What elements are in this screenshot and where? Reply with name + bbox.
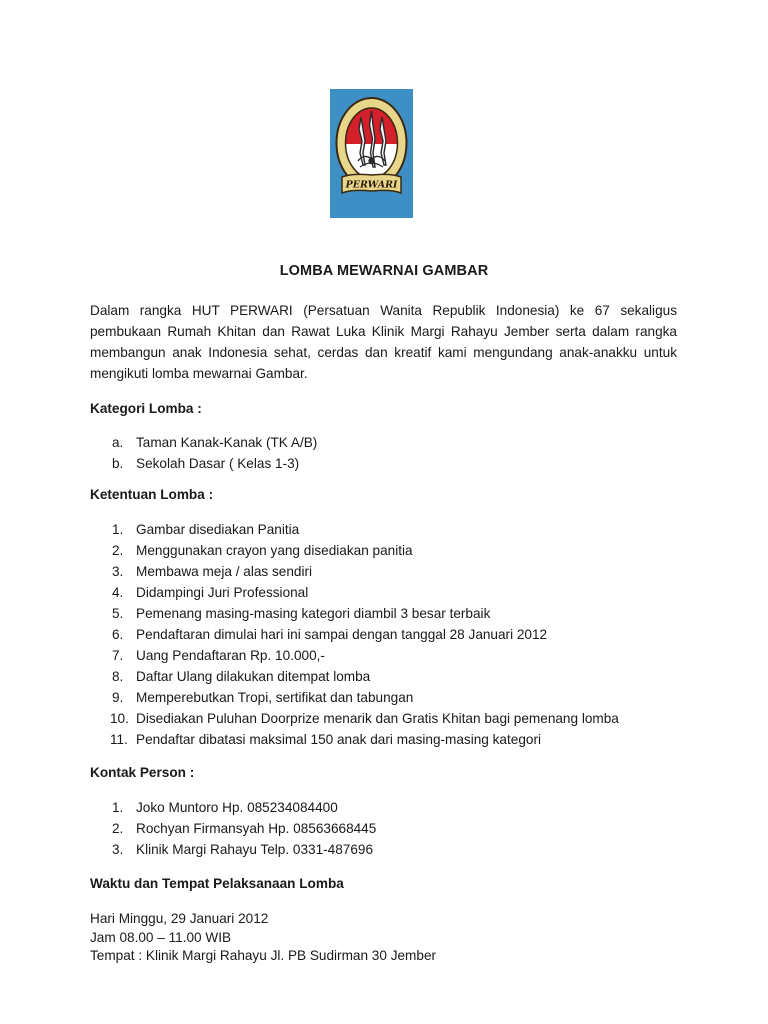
list-item — [90, 797, 690, 818]
page-title: LOMBA MEWARNAI GAMBAR — [279, 263, 489, 279]
list-item — [90, 818, 690, 839]
list-item-text: Taman Kanak-Kanak (TK A/B) — [136, 435, 318, 450]
perwari-emblem — [330, 89, 413, 218]
list-item — [90, 540, 690, 561]
list-item — [90, 645, 690, 666]
list-item-text: Sekolah Dasar ( Kelas 1-3) — [136, 456, 300, 471]
perwari-logo — [330, 89, 413, 218]
list-marker: 6. — [112, 627, 124, 642]
kategori-list — [90, 432, 690, 474]
list-item — [90, 729, 690, 750]
list-item — [90, 453, 690, 474]
list-marker: a. — [112, 435, 124, 450]
list-item-text: Pendaftar dibatasi maksimal 150 anak dari masing-masing kategori — [136, 732, 541, 747]
ketentuan-heading: Ketentuan Lomba : — [90, 487, 214, 502]
waktu-heading: Waktu dan Tempat Pelaksanaan Lomba — [90, 876, 344, 891]
list-item — [90, 603, 690, 624]
list-marker: 3. — [112, 842, 124, 857]
list-marker: 5. — [112, 606, 124, 621]
list-item-text: Daftar Ulang dilakukan ditempat lomba — [136, 669, 371, 684]
list-item — [90, 708, 690, 729]
list-marker: 4. — [112, 585, 124, 600]
list-marker: 1. — [112, 522, 124, 537]
list-item — [90, 582, 690, 603]
list-marker: 9. — [112, 690, 124, 705]
list-item-text: Rochyan Firmansyah Hp. 08563668445 — [136, 821, 377, 836]
list-marker: 2. — [112, 543, 124, 558]
list-marker: 8. — [112, 669, 124, 684]
list-item-text: Pemenang masing-masing kategori diambil 3 besar terbaik — [136, 606, 491, 621]
kontak-heading: Kontak Person : — [90, 765, 195, 780]
list-item-text: Menggunakan crayon yang disediakan panitia — [136, 543, 413, 558]
list-item-text: Memperebutkan Tropi, sertifikat dan tabungan — [136, 690, 414, 705]
list-item-text: Membawa meja / alas sendiri — [136, 564, 313, 579]
list-item — [90, 624, 690, 645]
list-marker: 10. — [110, 711, 129, 726]
list-item-text: Gambar disediakan Panitia — [136, 522, 300, 537]
list-marker: 7. — [112, 648, 124, 663]
kontak-list — [90, 797, 690, 860]
list-item-text: Uang Pendaftaran Rp. 10.000,- — [136, 648, 325, 663]
list-marker: 11. — [110, 732, 128, 747]
list-marker: b. — [112, 456, 124, 471]
list-item — [90, 432, 690, 453]
event-time: Jam 08.00 – 11.00 WIB — [90, 930, 232, 945]
ketentuan-list — [90, 519, 690, 750]
event-date: Hari Minggu, 29 Januari 2012 — [90, 911, 269, 926]
kategori-heading: Kategori Lomba : — [90, 401, 202, 416]
list-item — [90, 687, 690, 708]
intro-paragraph: Dalam rangka HUT PERWARI (Persatuan Wanita Republik Indonesia) ke 67 sekaligus pembukaan Rumah Khitan dan Rawat Luka Klinik Margi Rahayu Jember serta dalam rangka membangun anak Indonesia sehat, cerdas dan kreatif kami mengundang anak-anakku untuk mengikuti lomba mewarnai Gambar. — [90, 303, 677, 381]
list-item-text: Joko Muntoro Hp. 085234084400 — [136, 800, 338, 815]
list-item-text: Pendaftaran dimulai hari ini sampai dengan tanggal 28 Januari 2012 — [136, 627, 548, 642]
list-item-text: Klinik Margi Rahayu Telp. 0331-487696 — [136, 842, 374, 857]
list-marker: 3. — [112, 564, 124, 579]
list-item — [90, 839, 690, 860]
list-marker: 2. — [112, 821, 124, 836]
list-item — [90, 519, 690, 540]
list-item — [90, 666, 690, 687]
list-item — [90, 561, 690, 582]
event-venue: Tempat : Klinik Margi Rahayu Jl. PB Sudirman 30 Jember — [90, 948, 437, 963]
list-item-text: Disediakan Puluhan Doorprize menarik dan Gratis Khitan bagi pemenang lomba — [136, 711, 619, 726]
list-item-text: Didampingi Juri Professional — [136, 585, 309, 600]
list-marker: 1. — [112, 800, 124, 815]
logo-banner-text: PERWARI — [345, 179, 398, 191]
